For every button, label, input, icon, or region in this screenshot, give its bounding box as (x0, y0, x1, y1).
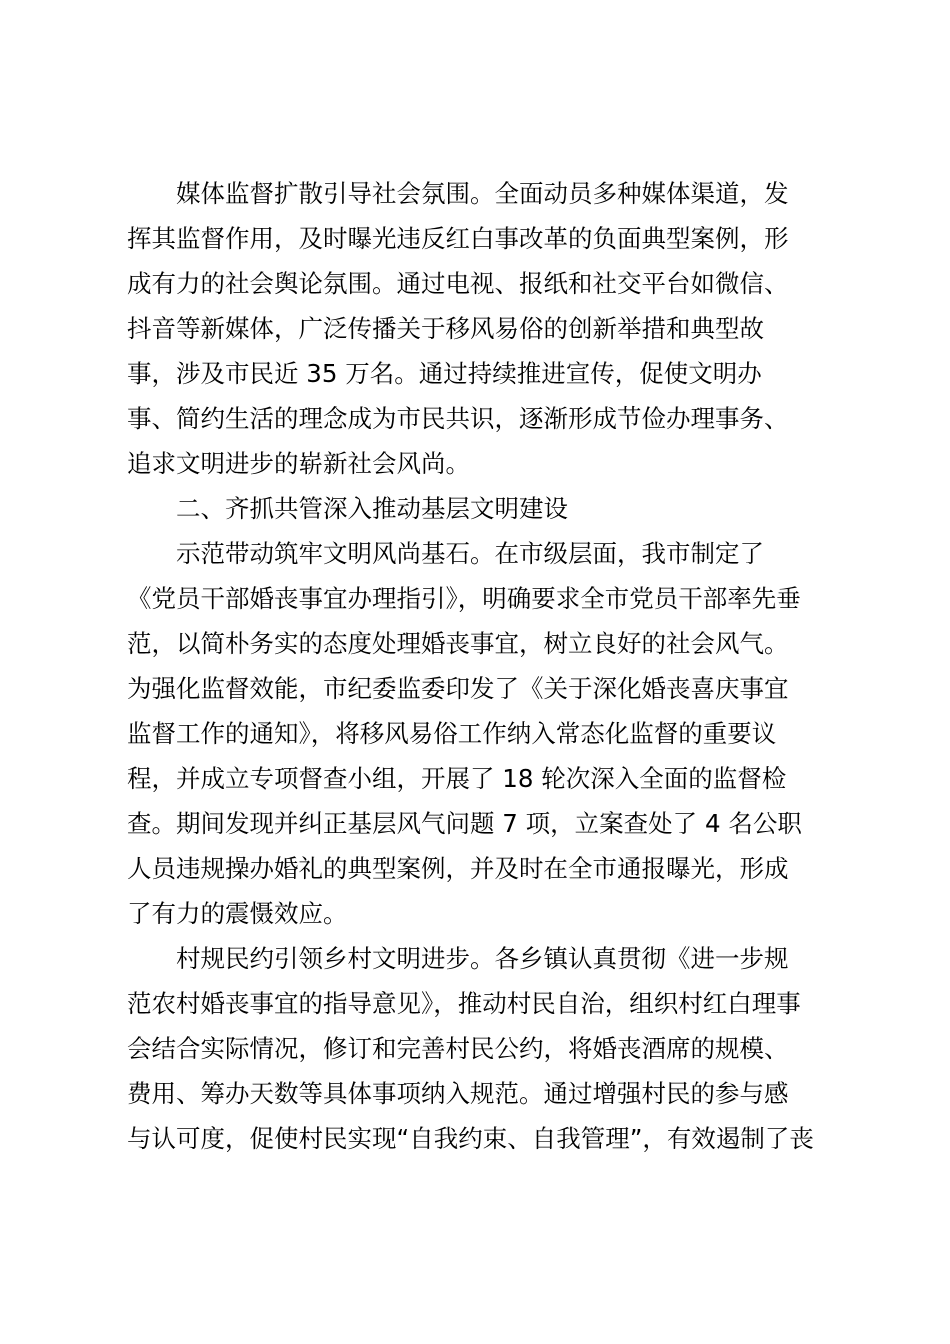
paragraph-1-line-1: 媒体监督扩散引导社会氛围。全面动员多种媒体渠道，发 (176, 179, 789, 208)
paragraph-3-line-4: 费用、筹办天数等具体事项纳入规范。通过增强村民的参与感 (127, 1079, 789, 1108)
paragraph-2-line-8: 人员违规操办婚礼的典型案例，并及时在全市通报曝光，形成 (127, 854, 789, 883)
paragraph-1-line-7: 追求文明进步的崭新社会风尚。 (127, 449, 470, 478)
paragraph-1-line-3: 成有力的社会舆论氛围。通过电视、报纸和社交平台如微信、 (127, 269, 789, 298)
paragraph-3-line-5: 与认可度，促使村民实现“自我约束、自我管理”，有效遏制了丧 (127, 1124, 814, 1153)
paragraph-1-line-2: 挥其监督作用，及时曝光违反红白事改革的负面典型案例，形 (127, 224, 789, 253)
paragraph-1-line-6: 事、简约生活的理念成为市民共识，逐渐形成节俭办理事务、 (127, 404, 789, 433)
paragraph-1-line-4: 抖音等新媒体，广泛传播关于移风易俗的创新举措和典型故 (127, 314, 764, 343)
section-heading: 二、齐抓共管深入推动基层文明建设 (176, 494, 568, 523)
paragraph-2-line-9: 了有力的震慑效应。 (127, 899, 348, 928)
paragraph-2-line-7: 查。期间发现并纠正基层风气问题 7 项，立案查处了 4 名公职 (127, 809, 802, 838)
paragraph-3-line-3: 会结合实际情况，修订和完善村民公约，将婚丧酒席的规模、 (127, 1034, 789, 1063)
paragraph-2-line-5: 监督工作的通知》，将移风易俗工作纳入常态化监督的重要议 (127, 719, 777, 748)
paragraph-3-line-1: 村规民约引领乡村文明进步。各乡镇认真贯彻《进一步规 (176, 944, 789, 973)
paragraph-2-line-1: 示范带动筑牢文明风尚基石。在市级层面，我市制定了 (176, 539, 764, 568)
paragraph-3-line-2: 范农村婚丧事宜的指导意见》，推动村民自治，组织村红白理事 (127, 989, 801, 1018)
paragraph-1-line-5: 事，涉及市民近 35 万名。通过持续推进宣传，促使文明办 (127, 359, 762, 388)
paragraph-2-line-3: 范，以简朴务实的态度处理婚丧事宜，树立良好的社会风气。 (127, 629, 789, 658)
paragraph-2-line-4: 为强化监督效能，市纪委监委印发了《关于深化婚丧喜庆事宜 (127, 674, 789, 703)
paragraph-2-line-6: 程，并成立专项督查小组，开展了 18 轮次深入全面的监督检 (127, 764, 787, 793)
paragraph-2-line-2: 《党员干部婚丧事宜办理指引》，明确要求全市党员干部率先垂 (127, 584, 801, 613)
